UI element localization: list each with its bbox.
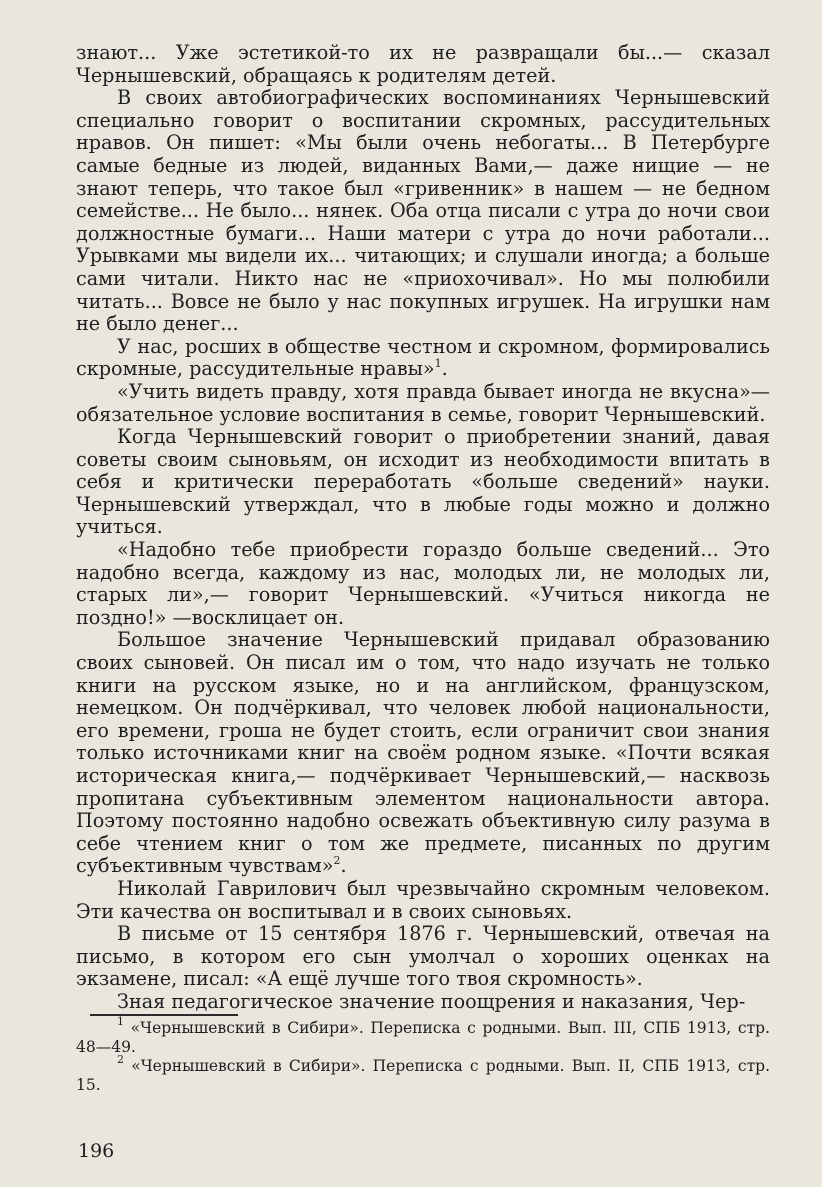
paragraph-5: Когда Чернышевский говорит о приобретении знаний, давая советы своим сыновьям, он исходит из необходимости впитать в себя и критически переработать «больше сведений» науки. Чернышевский утверждал, что в любые годы можно и должно учиться.	[76, 425, 770, 539]
paragraph-2: В своих автобиографических воспоминаниях Чернышевский специально говорит о воспитании скромных, рассудительных нравов. Он пишет: «Мы были очень небогаты... В Петербурге самые бедные из людей, виданных Вами,— даже нищие — не знают теперь, что такое был «гривенник» в нашем — не бедном семействе... Не было... нянек. Оба отца писали с утра до ночи свои должностные бумаги... Наши матери с утра до ночи работали... Урывками мы видели их... читающих; и слушали иногда; а больше сами читали. Никто нас не «приохочивал». Но мы полюбили читать... Вовсе не было у нас покупных игрушек. На игрушки нам не было денег...	[76, 86, 770, 336]
footnote-1: $^1$ «Чернышевский в Сибири». Переписка с родными. Вып. III, СПБ 1913, стр. 48—49.	[76, 1015, 770, 1056]
footnote-ref-2[interactable]: 2	[333, 854, 341, 868]
footnote-divider	[90, 1014, 238, 1016]
footnote-2: $^2$ «Чернышевский в Сибири». Переписка с родными. Вып. II, СПБ 1913, стр. 15.	[76, 1053, 770, 1094]
paragraph-6: «Надобно тебе приобрести гораздо больше сведений... Это надобно всегда, каждому из нас, молодых ли, не молодых ли, старых ли»,— говорит Чернышевский. «Учиться никогда не поздно!» —восклицает он.	[76, 538, 770, 629]
footnote-ref-1[interactable]: 1	[434, 357, 442, 371]
paragraph-9: В письме от 15 сентября 1876 г. Чернышевский, отвечая на письмо, в котором его сын умолчал о хороших оценках на экзамене, писал: «А ещё лучше того твоя скромность».	[76, 922, 770, 991]
page-number: 196	[78, 1140, 115, 1162]
paragraph-10: Зная педагогическое значение поощрения и наказания, Чер-	[117, 989, 746, 1013]
main-text	[76, 42, 770, 1014]
paragraph-1: знают... Уже эстетикой-то их не развращали бы...— сказал Чернышевский, обращаясь к родителям детей.	[76, 41, 770, 87]
paragraph-4: «Учить видеть правду, хотя правда бывает иногда не вкусна»— обязательное условие воспитания в семье, говорит Чернышевский.	[76, 379, 770, 426]
footnotes	[76, 1015, 770, 1095]
paragraph-3: У нас, росших в обществе честном и скромном, формировались скромные, рассудительные нравы»$^1$.	[76, 334, 770, 381]
paragraph-7: Большое значение Чернышевский придавал образованию своих сыновей. Он писал им о том, что надо изучать не только книги на русском языке, но и на английском, французском, немецком. Он подчёркивал, что человек любой национальности, его времени, гроша не будет стоить, если ограничит свои знания только источниками книг на своём родном языке. «Почти всякая историческая книга,— подчёркивает Чернышевский,— насквозь пропитана субъективным элементом национальности автора. Поэтому постоянно надобно освежать объективную силу разума в себе чтением книг о том же предмете, писанных по другим субъективным чувствам»$^2$.	[76, 628, 770, 878]
paragraph-8: Николай Гаврилович был чрезвычайно скромным человеком. Эти качества он воспитывал и в своих сыновьях.	[76, 876, 770, 923]
footnote-mark-2: 2	[117, 1053, 124, 1066]
footnote-mark-1: 1	[117, 1015, 124, 1028]
